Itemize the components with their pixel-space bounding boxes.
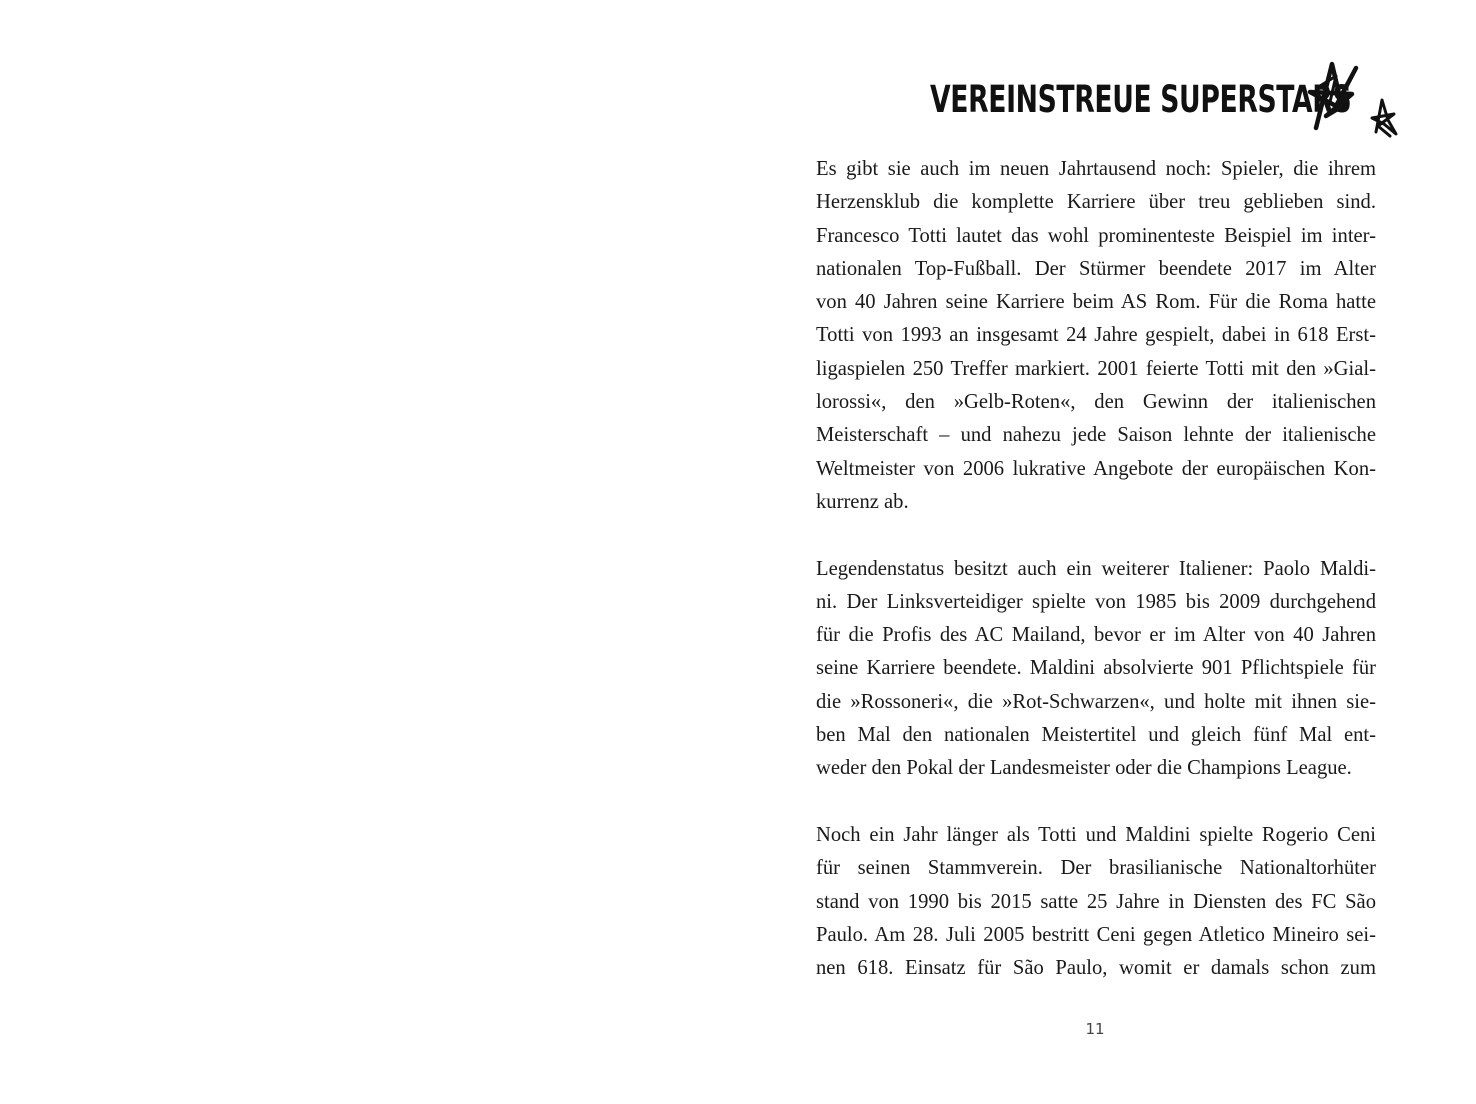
- text-line: stand von 1990 bis 2015 satte 25 Jahre in Diensten des FC São: [816, 890, 1376, 913]
- text-line: Francesco Totti lautet das wohl prominenteste Beispiel im inter-: [816, 224, 1376, 247]
- text-line: kurrenz ab.: [816, 490, 909, 513]
- text-line: nationalen Top-Fußball. Der Stürmer beendete 2017 im Alter: [816, 257, 1376, 280]
- text-line: für seinen Stammverein. Der brasilianische Nationaltorhüter: [816, 857, 1376, 880]
- chapter-heading: VEREINSTREUE SUPERSTARS: [930, 78, 1352, 121]
- paragraph-totti: [816, 153, 1376, 519]
- text-line: ni. Der Linksverteidiger spielte von 1985 bis 2009 durchgehend: [816, 590, 1376, 613]
- text-line: weder den Pokal der Landesmeister oder die Champions League.: [816, 757, 1352, 780]
- text-line: lorossi«, den »Gelb-Roten«, den Gewinn der italienischen: [816, 391, 1376, 414]
- text-line: für die Profis des AC Mailand, bevor er im Alter von 40 Jahren: [816, 624, 1376, 647]
- text-line: Noch ein Jahr länger als Totti und Maldini spielte Rogerio Ceni: [816, 823, 1376, 846]
- text-line: nen 618. Einsatz für São Paulo, womit er damals schon zum: [816, 957, 1376, 980]
- text-line: von 40 Jahren seine Karriere beim AS Rom. Für die Roma hatte: [816, 291, 1376, 314]
- text-line: Es gibt sie auch im neuen Jahrtausend noch: Spieler, die ihrem: [816, 158, 1376, 180]
- text-line: Totti von 1993 an insgesamt 24 Jahre gespielt, dabei in 618 Erst-: [816, 324, 1376, 347]
- text-line: ligaspielen 250 Treffer markiert. 2001 feierte Totti mit den »Gial-: [816, 357, 1376, 380]
- star-doodle-small-icon: [1368, 96, 1400, 138]
- paragraph-maldini: [816, 553, 1376, 786]
- text-line: die »Rossoneri«, die »Rot-Schwarzen«, und holte mit ihnen sie-: [816, 690, 1376, 713]
- page-number: 11: [1085, 1020, 1105, 1038]
- text-line: Weltmeister von 2006 lukrative Angebote der europäischen Kon-: [816, 457, 1376, 480]
- text-line: ben Mal den nationalen Meistertitel und gleich fünf Mal ent-: [816, 724, 1376, 747]
- body-text: [816, 153, 1376, 1019]
- text-line: seine Karriere beendete. Maldini absolvierte 901 Pflichtspiele für: [816, 657, 1376, 680]
- text-line: Paulo. Am 28. Juli 2005 bestritt Ceni gegen Atletico Mineiro sei-: [816, 923, 1376, 946]
- paragraph-ceni: [816, 819, 1376, 985]
- star-doodle-icon: [1306, 58, 1362, 132]
- text-line: Herzensklub die komplette Karriere über treu geblieben sind.: [816, 191, 1376, 214]
- text-line: Meisterschaft – und nahezu jede Saison lehnte der italienische: [816, 424, 1376, 447]
- text-line: Legendenstatus besitzt auch ein weiterer Italiener: Paolo Maldi-: [816, 557, 1376, 580]
